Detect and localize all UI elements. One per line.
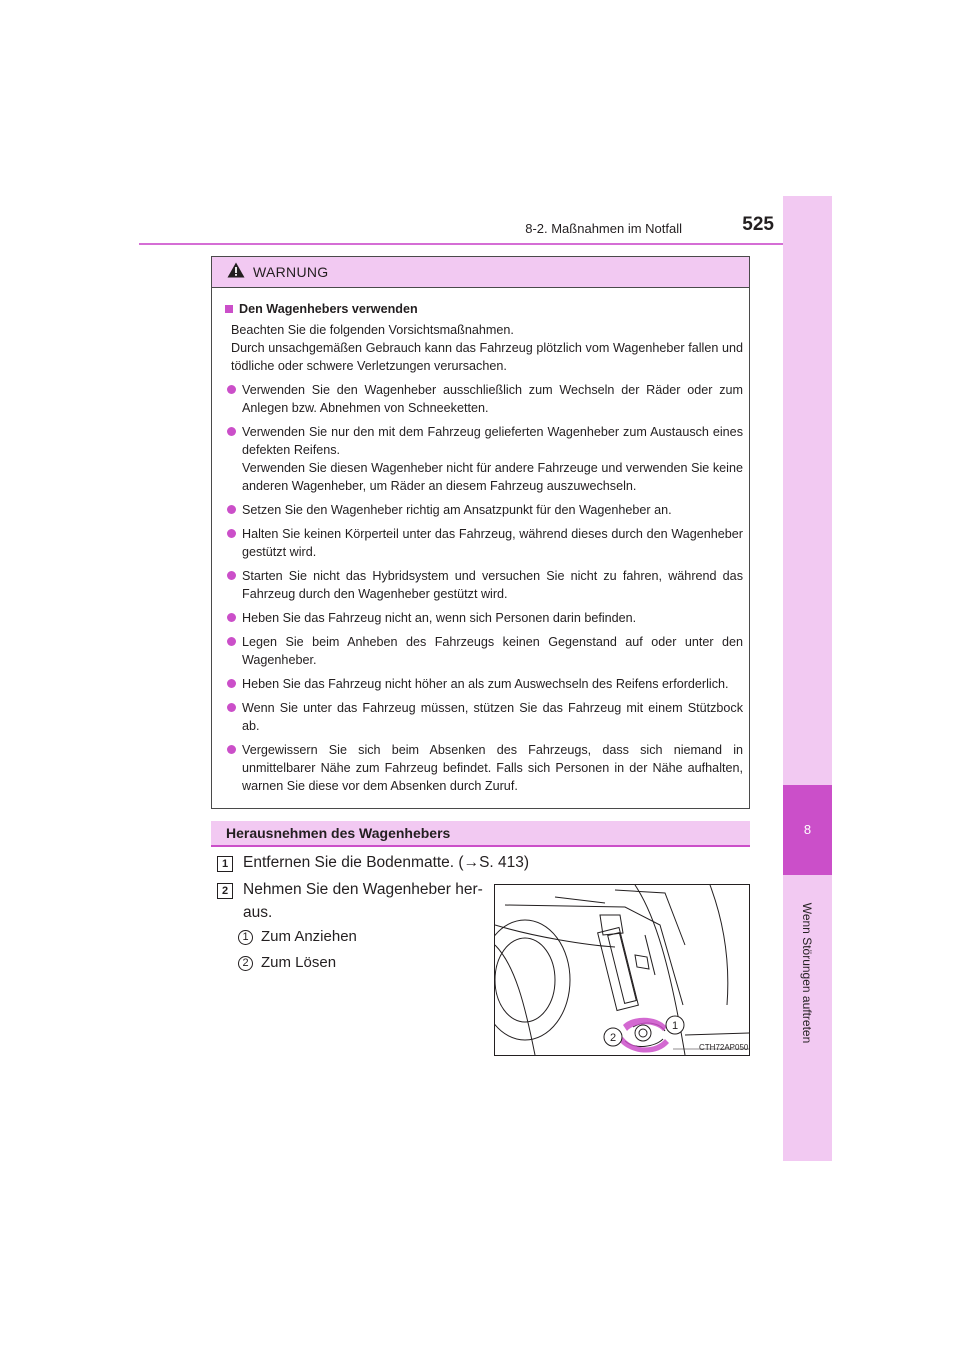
jack-illustration xyxy=(494,884,750,1056)
sub-item-text: Zum Lösen xyxy=(261,954,337,971)
sub-item-number: 2 xyxy=(238,956,253,971)
header-rule xyxy=(139,243,832,245)
section-heading: Herausnehmen des Wagenhebers xyxy=(226,825,451,841)
bullet-dot-icon xyxy=(227,427,236,436)
page-number: 525 xyxy=(742,214,774,235)
chapter-number: 8 xyxy=(803,822,812,837)
sub-item-text: Zum Anziehen xyxy=(261,928,357,945)
section-heading-rule xyxy=(211,845,750,847)
section-title: 8-2. Maßnahmen im Notfall xyxy=(525,221,682,236)
bullet-dot-icon xyxy=(227,571,236,580)
sub-item-number: 1 xyxy=(238,930,253,945)
warning-intro: Beachten Sie die folgenden Vorsichtsmaßnahmen. Durch unsachgemäßen Gebrauch kann das Fahrzeug plötzlich vom Wagenheber fallen und tödliche oder schwere Verletzungen verursachen. xyxy=(231,323,743,373)
warning-bullet: Wenn Sie unter das Fahrzeug müssen, stützen Sie das Fahrzeug mit einem Stützbock ab. xyxy=(225,699,743,735)
warning-bullet: Heben Sie das Fahrzeug nicht höher an als zum Auswechseln des Reifens erforderlich. xyxy=(225,675,743,693)
warning-body xyxy=(225,300,743,801)
chapter-title: Wenn Störungen auftreten xyxy=(800,902,814,1044)
warning-heading: Den Wagenhebers verwenden xyxy=(225,300,743,318)
bullet-dot-icon xyxy=(227,613,236,622)
figure-callout-2: 2 xyxy=(609,1032,617,1044)
warning-bullet: Verwenden Sie nur den mit dem Fahrzeug gelieferten Wagenheber zum Austausch eines defekten Reifens. Verwenden Sie diesen Wagenheber nicht für andere Fahrzeuge und verwenden Sie keine anderen Wagenheber, um Räder an diesem Fahrzeug auszuwechseln. xyxy=(225,423,743,495)
step-text: Nehmen Sie den Wagenheber her- xyxy=(243,881,483,898)
bullet-dot-icon xyxy=(227,505,236,514)
warning-label: WARNUNG xyxy=(253,264,329,280)
warning-bullet: Legen Sie beim Anheben des Fahrzeugs keinen Gegenstand auf oder unter den Wagenheber. xyxy=(225,633,743,669)
warning-bullet: Heben Sie das Fahrzeug nicht an, wenn sich Personen darin befinden. xyxy=(225,609,743,627)
bullet-dot-icon xyxy=(227,703,236,712)
warning-bullet: Halten Sie keinen Körperteil unter das Fahrzeug, während dieses durch den Wagenheber gestützt wird. xyxy=(225,525,743,561)
step-number-box: 1 xyxy=(217,856,233,872)
bullet-dot-icon xyxy=(227,529,236,538)
bullet-dot-icon xyxy=(227,679,236,688)
step-number-box: 2 xyxy=(217,883,233,899)
warning-bullet: Verwenden Sie den Wagenheber ausschließlich zum Wechseln der Räder oder zum Anlegen bzw. Abnehmen von Schneeketten. xyxy=(225,381,743,417)
step-text: Entfernen Sie die Bodenmatte. (→S. 413) xyxy=(243,854,530,871)
warning-bullet: Setzen Sie den Wagenheber richtig am Ansatzpunkt für den Wagenheber an. xyxy=(225,501,743,519)
square-bullet-icon xyxy=(225,305,233,313)
figure-code: CTH72AP050 xyxy=(699,1043,749,1052)
warning-bullet: Starten Sie nicht das Hybridsystem und versuchen Sie nicht zu fahren, während das Fahrzeug durch den Wagenheber gestützt wird. xyxy=(225,567,743,603)
warning-bullet: Vergewissern Sie sich beim Absenken des Fahrzeugs, dass sich niemand in unmittelbarer Nähe zum Fahrzeug befindet. Falls sich Personen in der Nähe aufhalten, warnen Sie diese vor dem Absenken durch Zuruf. xyxy=(225,741,743,795)
step-text-continued: aus. xyxy=(243,904,273,921)
jack-illustration-icon xyxy=(495,885,749,1055)
warning-triangle-icon xyxy=(227,262,245,278)
bullet-dot-icon xyxy=(227,745,236,754)
bullet-dot-icon xyxy=(227,385,236,394)
figure-callout-1: 1 xyxy=(671,1020,679,1032)
bullet-dot-icon xyxy=(227,637,236,646)
